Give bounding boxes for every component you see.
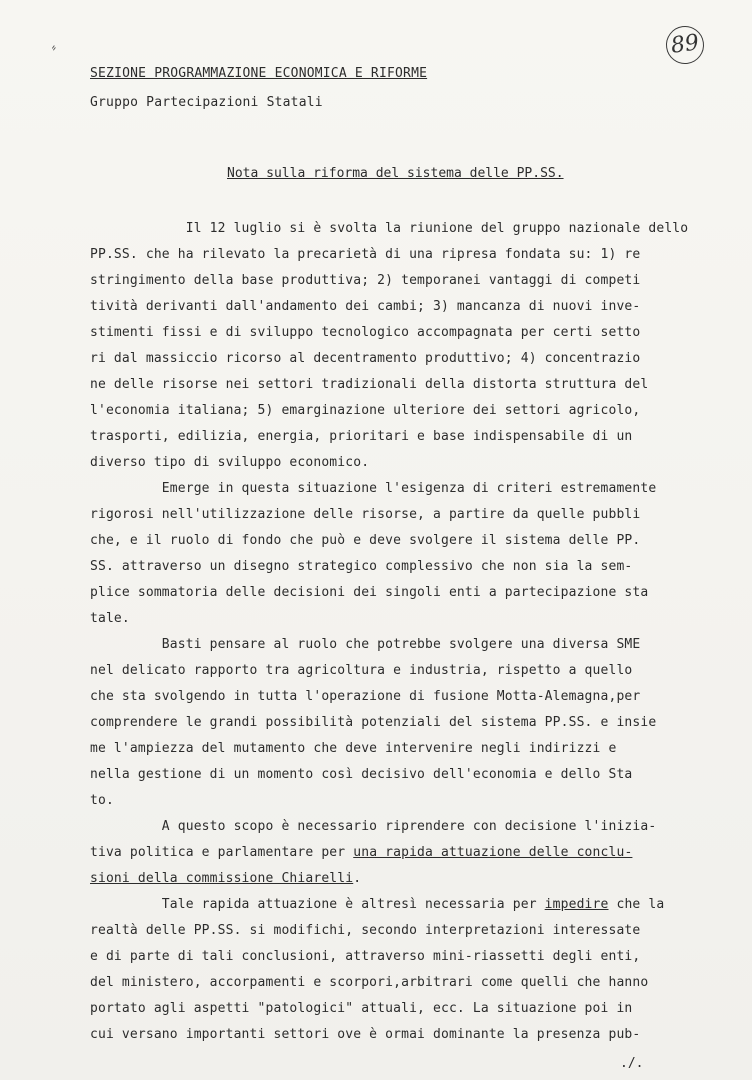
line-text: ne delle risorse nei settori tradizionali della distorta struttura del	[90, 377, 649, 392]
text-line	[90, 970, 710, 996]
line-text: del ministero, accorpamenti e scorpori,arbitrari come quelli che hanno	[90, 975, 649, 990]
line-text: portato agli aspetti "patologici" attuali, ecc. La situazione poi in	[90, 1001, 633, 1016]
line-text: comprendere le grandi possibilità potenziali del sistema PP.SS. e insie	[90, 715, 657, 730]
line-text: nel delicato rapporto tra agricoltura e industria, rispetto a quello	[90, 663, 633, 678]
line-text: SS. attraverso un disegno strategico complessivo che non sia la sem-	[90, 559, 633, 574]
line-text: diverso tipo di sviluppo economico.	[90, 455, 370, 470]
line-text: tiva politica e parlamentare per	[90, 845, 354, 860]
document-title: Nota sulla riforma del sistema delle PP.SS.	[227, 166, 564, 181]
underlined-text: impedire	[544, 897, 609, 912]
text-line	[90, 1022, 710, 1048]
text-line	[90, 606, 710, 632]
section-heading: SEZIONE PROGRAMMAZIONE ECONOMICA E RIFORME	[90, 66, 428, 81]
text-line	[90, 996, 710, 1022]
line-text: che sta svolgendo in tutta l'operazione di fusione Motta-Alemagna,per	[90, 689, 641, 704]
text-line	[90, 216, 710, 242]
line-text: Emerge in questa situazione l'esigenza di criteri estremamente	[90, 481, 657, 496]
underlined-text: una rapida attuazione delle conclu-	[353, 845, 633, 860]
text-line	[90, 294, 710, 320]
line-text: ri dal massiccio ricorso al decentramento produttivo; 4) concentrazio	[90, 351, 641, 366]
line-text: Basti pensare al ruolo che potrebbe svolgere una diversa SME	[90, 637, 641, 652]
text-line	[90, 866, 710, 892]
line-text: che la	[608, 897, 665, 912]
text-line	[90, 892, 710, 918]
text-line	[90, 372, 710, 398]
text-line	[90, 684, 710, 710]
text-line	[90, 528, 710, 554]
underlined-text: sioni della commissione Chiarelli	[90, 871, 354, 886]
text-line	[90, 944, 710, 970]
text-line	[90, 918, 710, 944]
text-line	[90, 268, 710, 294]
line-text: stringimento della base produttiva; 2) temporanei vantaggi di competi	[90, 273, 641, 288]
text-line	[90, 242, 710, 268]
line-text: to.	[90, 793, 114, 808]
text-line	[90, 658, 710, 684]
line-text: e di parte di tali conclusioni, attraverso mini-riassetti degli enti,	[90, 949, 641, 964]
line-text: nella gestione di un momento così decisivo dell'economia e dello Sta	[90, 767, 633, 782]
text-line	[90, 476, 710, 502]
line-text: l'economia italiana; 5) emarginazione ulteriore dei settori agricolo,	[90, 403, 641, 418]
text-line	[90, 398, 710, 424]
page-number-stamp: 89	[664, 24, 707, 67]
line-text: Tale rapida attuazione è altresì necessaria per	[90, 897, 545, 912]
text-line	[90, 840, 710, 866]
line-text: cui versano importanti settori ove è ormai dominante la presenza pub-	[90, 1027, 641, 1042]
text-line	[90, 320, 710, 346]
text-line	[90, 580, 710, 606]
line-text: realtà delle PP.SS. si modifichi, secondo interpretazioni interessate	[90, 923, 641, 938]
text-line	[90, 814, 710, 840]
text-line	[90, 788, 710, 814]
text-line	[90, 710, 710, 736]
line-text: rigorosi nell'utilizzazione delle risorse, a partire da quelle pubbli	[90, 507, 641, 522]
text-line	[90, 450, 710, 476]
text-line	[90, 346, 710, 372]
group-heading: Gruppo Partecipazioni Statali	[90, 95, 323, 110]
text-line	[90, 736, 710, 762]
line-text: plice sommatoria delle decisioni dei singoli enti a partecipazione sta	[90, 585, 649, 600]
line-text: stimenti fissi e di sviluppo tecnologico accompagnata per certi setto	[90, 325, 641, 340]
text-line	[90, 554, 710, 580]
continuation-mark: ./.	[620, 1056, 644, 1071]
line-text: tale.	[90, 611, 130, 626]
text-line	[90, 424, 710, 450]
ink-speck: ⸗	[46, 39, 60, 55]
line-text: me l'ampiezza del mutamento che deve intervenire negli indirizzi e	[90, 741, 617, 756]
line-text: trasporti, edilizia, energia, prioritari e base indispensabile di un	[90, 429, 633, 444]
line-text: PP.SS. che ha rilevato la precarietà di una ripresa fondata su: 1) re	[90, 247, 641, 262]
line-text: che, e il ruolo di fondo che può e deve svolgere il sistema delle PP.	[90, 533, 641, 548]
line-text: A questo scopo è necessario riprendere con decisione l'inizia-	[90, 819, 657, 834]
body-text	[90, 216, 710, 1048]
line-text: tività derivanti dall'andamento dei cambi; 3) mancanza di nuovi inve-	[90, 299, 641, 314]
text-line	[90, 762, 710, 788]
text-line	[90, 502, 710, 528]
line-text: Il 12 luglio si è svolta la riunione del gruppo nazionale dello	[90, 221, 689, 236]
text-line	[90, 632, 710, 658]
line-text: .	[353, 871, 362, 886]
